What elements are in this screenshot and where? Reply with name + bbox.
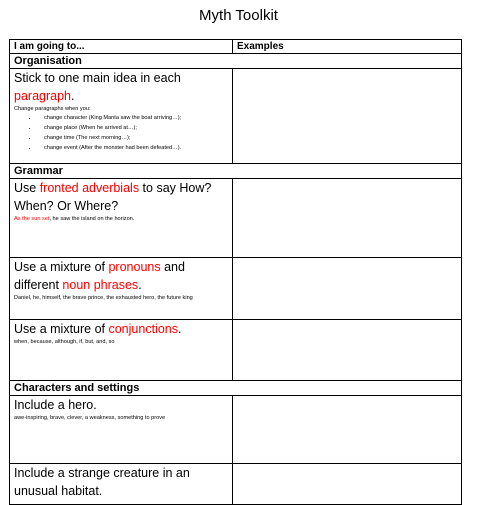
criterion-text (14, 258, 228, 294)
section-row-organisation (10, 54, 462, 69)
key-term: pronouns (108, 260, 161, 274)
table-row (10, 69, 462, 164)
plan-cell (10, 258, 233, 320)
examples-cell[interactable] (233, 179, 462, 258)
table-row (10, 179, 462, 258)
plan-cell (10, 179, 233, 258)
examples-cell[interactable] (233, 69, 462, 164)
criterion-text (14, 69, 228, 105)
section-row-characters (10, 381, 462, 396)
key-term: fronted adverbials (39, 181, 140, 195)
table-row (10, 258, 462, 320)
criterion-text-part: Use (14, 181, 40, 195)
guidance-note: Change paragraphs when you: (14, 106, 91, 112)
column-header-plan: I am going to... (10, 40, 233, 54)
criterion-text-part: Use a mixture of (14, 260, 109, 274)
examples-cell[interactable] (233, 396, 462, 464)
plan-cell (10, 464, 233, 505)
criterion-text (14, 320, 228, 338)
guidance-list (14, 113, 228, 153)
criterion-text-part: Use a mixture of (14, 322, 109, 336)
plan-cell (10, 69, 233, 164)
criterion-text: Include a hero. (14, 398, 97, 412)
key-term: noun phrases (62, 278, 139, 292)
table-row (10, 320, 462, 381)
example-words: when, because, although, if, but, and, so (14, 339, 115, 345)
key-term: paragraph (14, 89, 71, 103)
table-row (10, 464, 462, 505)
example-words: awe-inspiring, brave, clever, a weakness, something to prove (14, 415, 166, 421)
criterion-text-part: . (71, 89, 75, 103)
list-item: • change character (King Manta saw the boat arriving…); (38, 113, 228, 123)
criterion-text-part: Stick to one main idea in each (14, 71, 181, 85)
list-item: • change time (The next morning…); (38, 133, 228, 143)
section-heading-characters: Characters and settings (10, 381, 462, 396)
column-header-examples: Examples (233, 40, 462, 54)
section-heading-grammar: Grammar (10, 164, 462, 179)
list-item: • change place (When he arrived at…); (38, 123, 228, 133)
table-row (10, 396, 462, 464)
criterion-text-part: and different (14, 260, 185, 292)
examples-cell[interactable] (233, 320, 462, 381)
plan-cell (10, 396, 233, 464)
section-row-grammar (10, 164, 462, 179)
criterion-text: Include a strange creature in an unusual habitat. (14, 466, 190, 498)
toolkit-table (9, 39, 462, 505)
example-words: Daniel, he, himself, the brave prince, the exhausted hero, the future king (14, 295, 193, 301)
plan-cell (10, 320, 233, 381)
list-item: • change event (After the monster had been defeated…). (38, 143, 228, 153)
page-title: Myth Toolkit (199, 7, 278, 24)
key-term: conjunctions (108, 322, 178, 336)
example-highlight: As the sun set (14, 216, 50, 222)
example-text-part: , he saw the island on the horizon. (49, 216, 135, 222)
example-sentence (14, 215, 228, 223)
table-header-row (10, 40, 462, 54)
criterion-text-part: . (138, 278, 142, 292)
examples-cell[interactable] (233, 258, 462, 320)
examples-cell[interactable] (233, 464, 462, 505)
criterion-text-part: to say How? When? Or Where? (14, 181, 212, 213)
criterion-text-part: . (177, 322, 182, 336)
criterion-text (14, 179, 228, 215)
section-heading-organisation: Organisation (10, 54, 462, 69)
